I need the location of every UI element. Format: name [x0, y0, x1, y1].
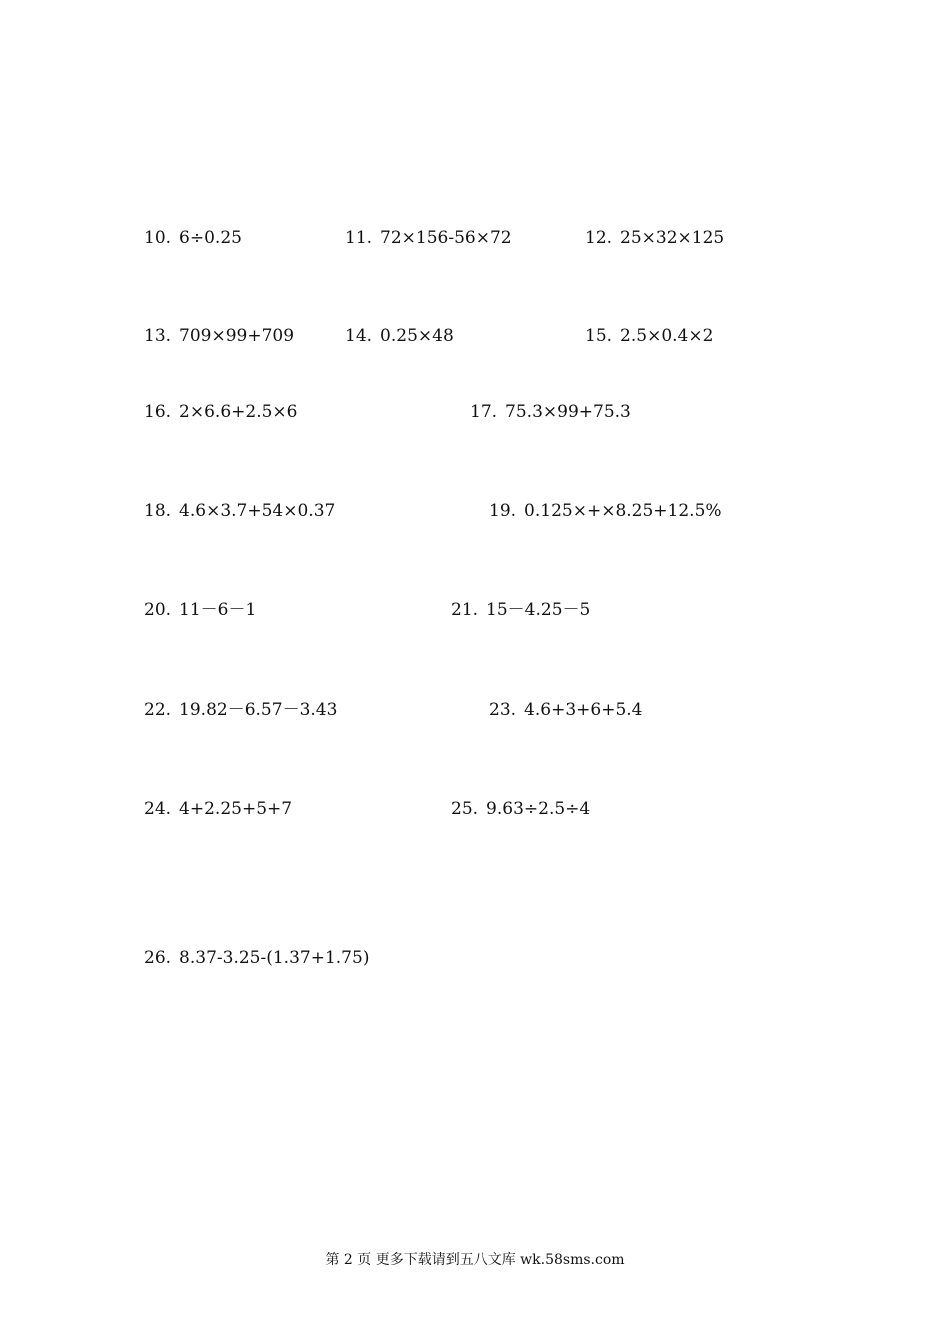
problem-number: 18.: [144, 501, 172, 521]
problem-number: 24.: [144, 799, 172, 819]
problem-expression: 4.6+3+6+5.4: [524, 700, 643, 720]
problem-number: 14.: [345, 326, 373, 346]
problem-number: 23.: [489, 700, 517, 720]
problem-number: 17.: [470, 402, 498, 422]
problem-16: [144, 402, 297, 422]
problem-expression: 72×156-56×72: [380, 228, 512, 248]
problem-expression: 75.3×99+75.3: [505, 402, 631, 422]
problem-19: [489, 501, 722, 521]
problem-expression: 0.25×48: [380, 326, 454, 346]
problem-number: 19.: [489, 501, 517, 521]
problem-number: 10.: [144, 228, 172, 248]
problem-number: 21.: [451, 600, 479, 620]
problem-expression: 709×99+709: [179, 326, 295, 346]
problem-expression: 2.5×0.4×2: [620, 326, 714, 346]
problem-number: 26.: [144, 948, 172, 968]
problem-expression: 19.82－6.57－3.43: [179, 700, 338, 720]
problem-11: [345, 228, 512, 248]
problem-number: 20.: [144, 600, 172, 620]
problem-24: [144, 799, 292, 819]
problem-17: [470, 402, 631, 422]
problem-expression: 2×6.6+2.5×6: [179, 402, 298, 422]
problem-21: [451, 600, 590, 620]
problem-number: 11.: [345, 228, 373, 248]
problem-expression: 4+2.25+5+7: [179, 799, 293, 819]
problem-expression: 6÷0.25: [179, 228, 242, 248]
problem-expression: 8.37-3.25-(1.37+1.75): [179, 948, 370, 968]
problem-expression: 11－6－1: [179, 600, 257, 620]
problem-25: [451, 799, 590, 819]
problem-number: 13.: [144, 326, 172, 346]
problem-15: [585, 326, 713, 346]
problem-12: [585, 228, 724, 248]
problem-18: [144, 501, 335, 521]
problem-number: 12.: [585, 228, 613, 248]
problem-10: [144, 228, 242, 248]
problem-expression: 0.125×+×8.25+12.5%: [524, 501, 722, 521]
problem-20: [144, 600, 256, 620]
problem-13: [144, 326, 294, 346]
problem-expression: 4.6×3.7+54×0.37: [179, 501, 336, 521]
problem-expression: 25×32×125: [620, 228, 725, 248]
page-footer: 第 2 页 更多下载请到五八文库 wk.58sms.com: [325, 1252, 625, 1268]
problem-26: [144, 948, 369, 968]
problem-14: [345, 326, 454, 346]
problem-22: [144, 700, 337, 720]
problem-number: 25.: [451, 799, 479, 819]
problem-number: 16.: [144, 402, 172, 422]
problem-number: 15.: [585, 326, 613, 346]
problem-expression: 9.63÷2.5÷4: [486, 799, 591, 819]
problem-expression: 15－4.25－5: [486, 600, 591, 620]
problem-23: [489, 700, 642, 720]
problem-number: 22.: [144, 700, 172, 720]
